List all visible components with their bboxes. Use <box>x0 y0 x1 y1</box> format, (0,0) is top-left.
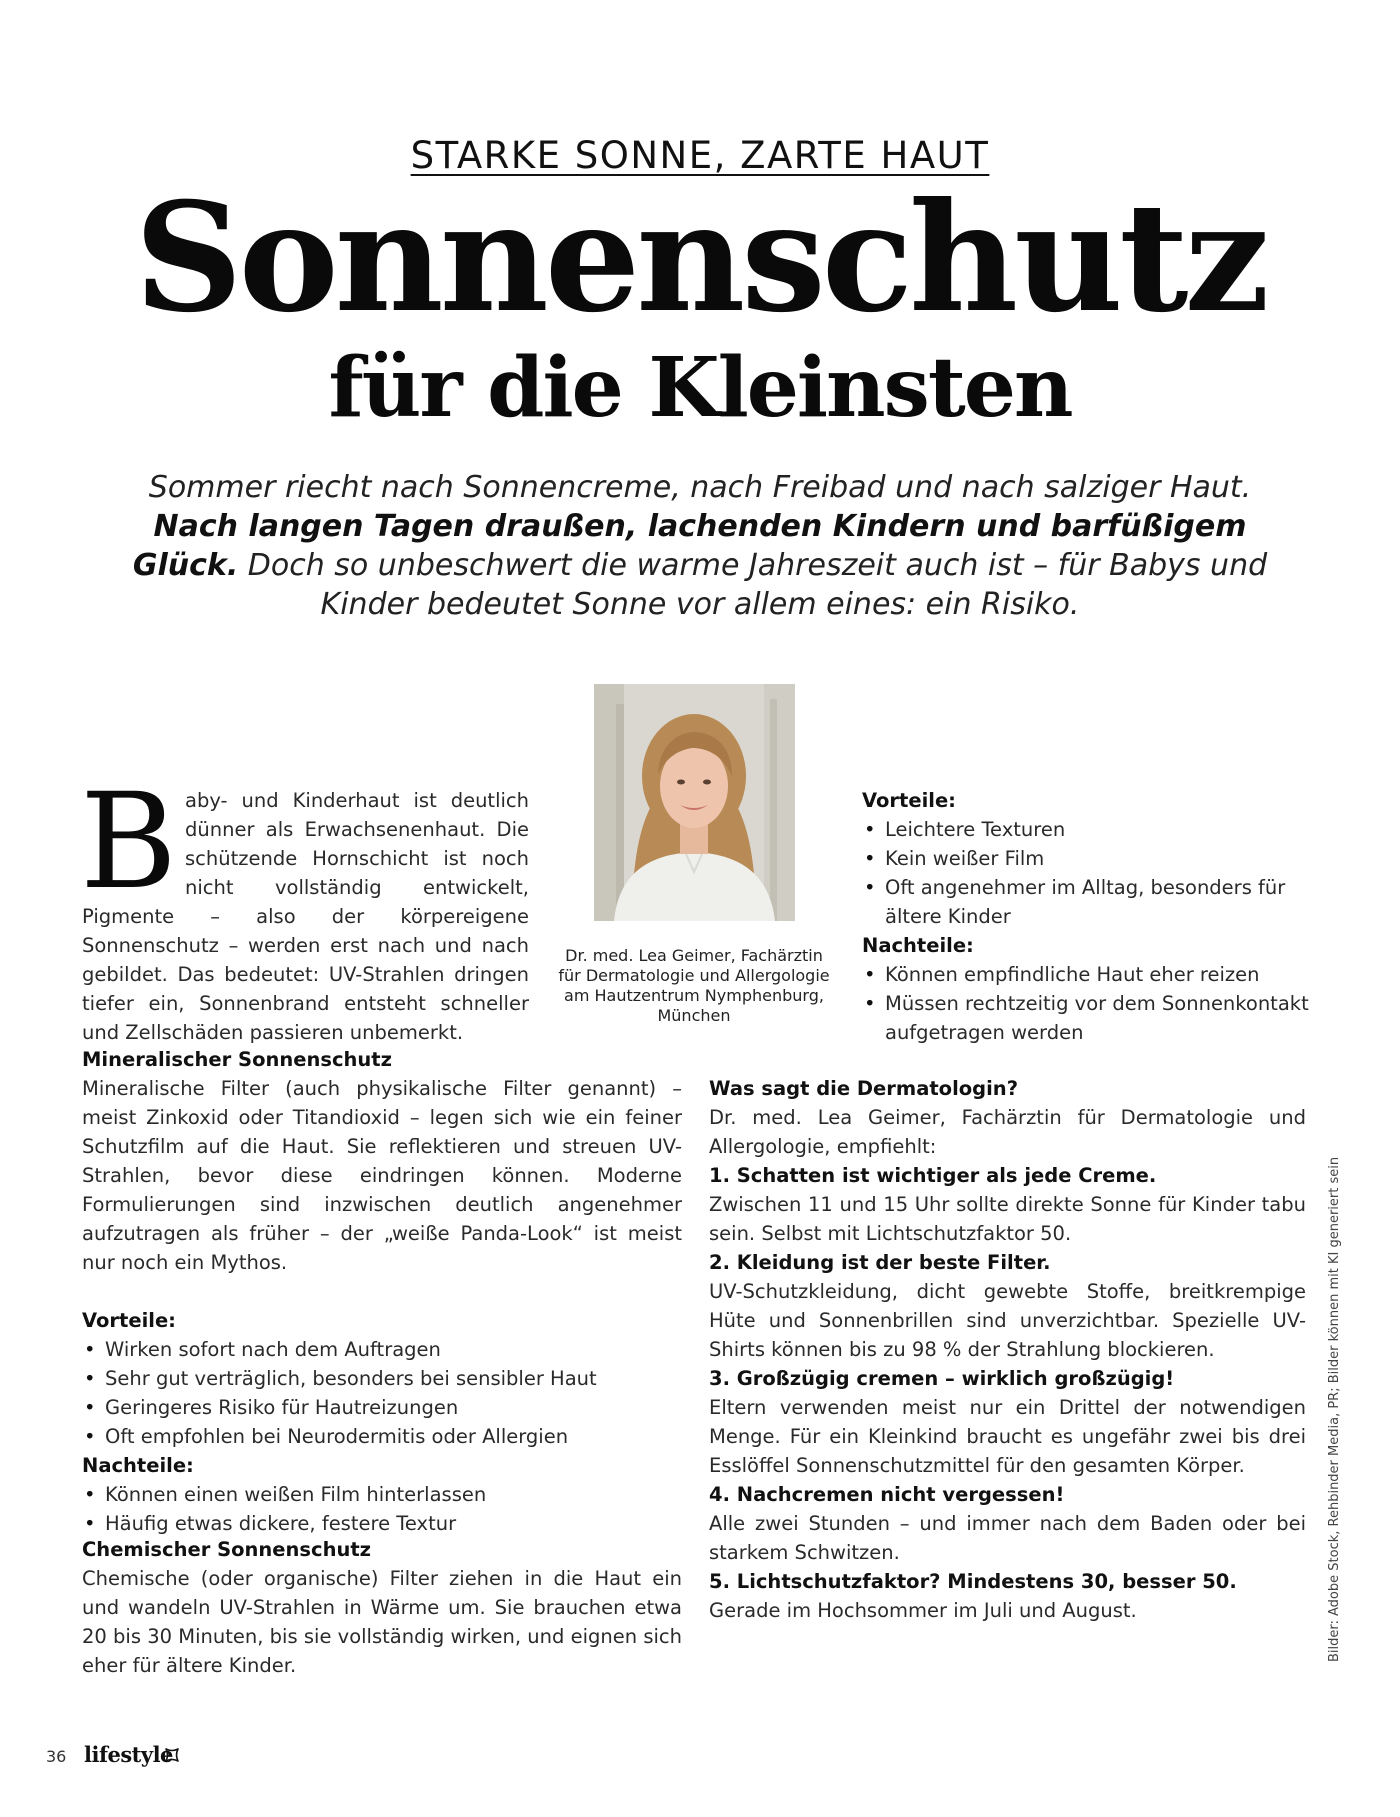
intro-bold: Nach langen Tagen draußen, lachenden Kindern und barfüßigem Glück. <box>132 509 1247 583</box>
list-item: • Wirken sofort nach dem Auftragen <box>82 1335 682 1364</box>
brand-logo: lifestyle <box>84 1742 173 1767</box>
list-item: • Müssen rechtzeitig vor dem Sonnenkontakt aufgetragen werden <box>862 989 1322 1047</box>
list-item: • Oft angenehmer im Alltag, besonders für ältere Kinder <box>862 873 1322 931</box>
image-credit: Bilder: Adobe Stock, Rehbinder Media, PR; Bilder können mit KI generiert sein <box>1327 1156 1342 1662</box>
tip-title: 2. Kleidung ist der beste Filter. <box>709 1251 1051 1274</box>
section-intro: Dr. med. Lea Geimer, Fachärztin für Dermatologie und Allergologie, empfiehlt: <box>709 1106 1306 1158</box>
list-item: • Kein weißer Film <box>862 844 1322 873</box>
intro-rest: Doch so unbeschwert die warme Jahreszeit auch ist – für Babys und Kinder bedeutet Sonne vor allem eines: ein Risiko. <box>238 548 1268 622</box>
cons-list <box>862 960 1322 1047</box>
list-item: • Geringeres Risiko für Hautreizungen <box>82 1393 682 1422</box>
page-title: Sonnenschutz <box>134 170 1266 346</box>
lead-paragraph <box>80 765 529 1047</box>
portrait-caption: Dr. med. Lea Geimer, Fachärztin für Dermatologie und Allergologie am Hautzentrum Nymphenburg, München <box>558 946 830 1025</box>
pros-list <box>862 815 1322 931</box>
tip-text: Zwischen 11 und 15 Uhr sollte direkte Sonne für Kinder tabu sein. Selbst mit Lichtschutzfaktor 50. <box>709 1193 1306 1245</box>
list-item: • Sehr gut verträglich, besonders bei sensibler Haut <box>82 1364 682 1393</box>
list-item: • Häufig etwas dickere, festere Textur <box>82 1509 682 1538</box>
cons-heading: Nachteile: <box>82 1454 194 1477</box>
intro-line: Sommer riecht nach Sonnencreme, nach Freibad und nach salziger Haut. <box>148 470 1252 505</box>
pros-heading: Vorteile: <box>82 1309 176 1332</box>
tip-text: Alle zwei Stunden – und immer nach dem Baden oder bei starkem Schwitzen. <box>709 1512 1306 1564</box>
frame-icon <box>163 1746 181 1764</box>
section-text: Mineralische Filter (auch physikalische Filter genannt) – meist Zinkoxid oder Titandioxid – legen sich wie ein feiner Schutzfilm auf die Haut. Sie reflektieren und streuen UV-Strahlen, bevor diese eindringen können. Moderne Formulierungen sind inzwischen deutlich angenehmer aufzutragen als früher – der „weiße Panda-Look“ ist meist nur noch ein Mythos. <box>82 1077 682 1274</box>
tip-title: 3. Großzügig cremen – wirklich großzügig! <box>709 1367 1175 1390</box>
portrait-illustration <box>594 684 795 921</box>
chemical-pros-cons <box>862 786 1322 1047</box>
page-number: 36 <box>46 1747 67 1766</box>
page-subtitle: für die Kleinsten <box>328 340 1072 436</box>
list-item: • Oft empfohlen bei Neurodermitis oder Allergien <box>82 1422 682 1451</box>
section-text: Chemische (oder organische) Filter ziehen in die Haut ein und wandeln UV-Strahlen in Wärme um. Sie brauchen etwa 20 bis 30 Minuten, bis sie vollständig wirken, und eignen sich eher für ältere Kinder. <box>82 1567 682 1677</box>
tip-text: Gerade im Hochsommer im Juli und August. <box>709 1599 1137 1622</box>
section-heading: Was sagt die Dermatologin? <box>709 1077 1019 1100</box>
intro-paragraph <box>130 468 1270 624</box>
dermatologist-section <box>709 1074 1306 1625</box>
chemical-section <box>82 1535 682 1680</box>
cons-heading: Nachteile: <box>862 934 974 957</box>
list-item: • Leichtere Texturen <box>862 815 1322 844</box>
tip-text: UV-Schutzkleidung, dicht gewebte Stoffe, breitkrempige Hüte und Sonnenbrillen sind unverzichtbar. Spezielle UV-Shirts können bis zu 98 % der Strahlung blockieren. <box>709 1280 1306 1361</box>
lead-text: aby- und Kinderhaut ist deutlich dünner als Erwachsenenhaut. Die schützende Hornschicht ist noch nicht vollständig entwickelt, Pigmente – also der körpereigene Sonnenschutz – werden erst nach und nach gebildet. Das bedeutet: UV-Strahlen dringen tiefer ein, Sonnenbrand entsteht schneller und Zellschäden passieren unbemerkt. <box>82 789 529 1044</box>
pros-heading: Vorteile: <box>862 789 956 812</box>
cons-list <box>82 1480 682 1538</box>
tip-title: 5. Lichtschutzfaktor? Mindestens 30, besser 50. <box>709 1570 1237 1593</box>
tip-title: 1. Schatten ist wichtiger als jede Creme. <box>709 1164 1157 1187</box>
pros-list <box>82 1335 682 1451</box>
list-item: • Können einen weißen Film hinterlassen <box>82 1480 682 1509</box>
section-heading: Mineralischer Sonnenschutz <box>82 1048 392 1071</box>
portrait-photo <box>594 684 795 921</box>
kicker: STARKE SONNE, ZARTE HAUT <box>410 134 990 177</box>
tip-title: 4. Nachcremen nicht vergessen! <box>709 1483 1065 1506</box>
section-heading: Chemischer Sonnenschutz <box>82 1538 372 1561</box>
mineral-section <box>82 1045 682 1538</box>
list-item: • Können empfindliche Haut eher reizen <box>862 960 1322 989</box>
tip-text: Eltern verwenden meist nur ein Drittel der notwendigen Menge. Für ein Kleinkind braucht es ungefähr zwei bis drei Esslöffel Sonnenschutzmittel für den gesamten Körper. <box>709 1396 1306 1477</box>
drop-cap: B <box>80 765 178 919</box>
